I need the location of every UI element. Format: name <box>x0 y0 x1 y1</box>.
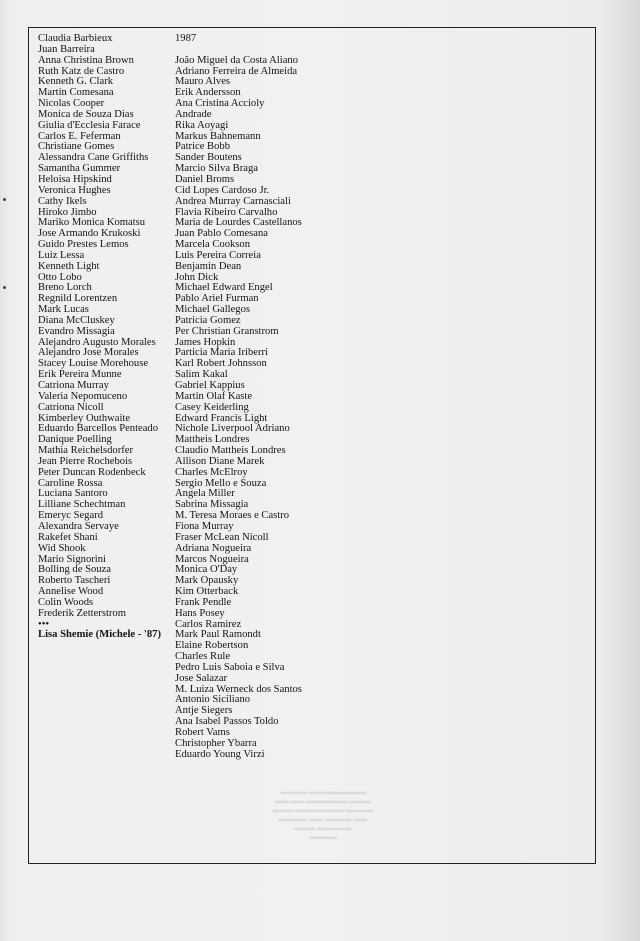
name-entry: Mark Lucas <box>38 304 89 316</box>
name-entry: Jean Pierre Rochebois <box>38 455 133 467</box>
name-entry: Luciana Santoro <box>38 488 108 500</box>
name-entry: Christopher Ybarra <box>175 737 257 749</box>
name-entry: Alexandra Servaye <box>38 520 119 532</box>
name-entry: Benjamin Dean <box>175 260 242 272</box>
name-entry: Alessandra Cane Griffiths <box>38 152 149 164</box>
name-entry: Edward Francis Light <box>175 412 268 424</box>
name-entry: Rakefet Shani <box>38 531 98 543</box>
name-entry: Gabriel Kappius <box>175 380 245 391</box>
name-entry: John Dick <box>175 271 219 283</box>
name-entry: Andrea Murray Carnasciali <box>175 195 291 207</box>
name-entry: Mattheis Londres <box>175 434 250 446</box>
name-entry: Pedro Luis Saboia e Silva <box>175 661 285 673</box>
name-entry: Mark Paul Ramondt <box>175 629 261 641</box>
name-entry: Jose Armando Krukoski <box>38 228 141 240</box>
margin-speck <box>3 286 6 289</box>
margin-speck <box>3 198 6 201</box>
name-entry: Hans Posey <box>175 607 225 619</box>
class-year-heading: 1987 <box>175 33 197 44</box>
name-entry: Rika Aoyagi <box>175 119 229 131</box>
name-entry: Particia Maria Iriberri <box>175 347 268 359</box>
name-entry: Frederik Zetterstrom <box>38 607 126 619</box>
name-entry: Adriano Ferreira de Almeida <box>175 65 298 77</box>
name-entry: Mariko Monica Komatsu <box>38 217 146 229</box>
section-separator: ••• <box>38 618 50 630</box>
name-entry: Daniel Broms <box>175 173 235 185</box>
name-entry: Fiona Murray <box>175 520 234 532</box>
name-entry: Charles Rule <box>175 651 231 663</box>
name-entry: Emeryc Segard <box>38 510 104 522</box>
name-entry: João Miguel da Costa Aliano <box>175 54 298 66</box>
name-entry: Markus Bahnemann <box>175 130 261 142</box>
name-entry: Carlos Ramirez <box>175 618 242 630</box>
name-entry: Evandro Missagia <box>38 325 115 337</box>
name-entry: Flavia Ribeiro Carvalho <box>175 206 278 218</box>
name-entry: Hiroko Jimbo <box>38 206 97 218</box>
name-entry: Jose Salazar <box>175 672 228 684</box>
name-entry: Bolling de Souza <box>38 564 111 576</box>
name-entry: James Hopkin <box>175 336 236 348</box>
name-entry: Eduardo Young Virzi <box>175 748 265 760</box>
name-entry: Roberto Tascheri <box>38 575 111 587</box>
name-entry: Patricia Gomez <box>175 314 241 326</box>
name-entry: Ana Cristina Accioly <box>175 98 265 110</box>
name-entry: M. Teresa Moraes e Castro <box>175 510 290 522</box>
bleed-through-text: ▬▬▬▬▬▬▬▬ ▬▬▬▬ ▬▬▬ ▬▬▬▬▬▬ ▬▬ ▬▬ ▬▬▬▬ ▬▬▬▬▬▬▬ ▬▬▬ ▬▬ ▬▬▬▬ ▬▬ ▬▬▬▬ ▬▬▬▬▬ ▬▬▬ ▬▬▬▬ <box>272 788 374 841</box>
name-entry: Ruth Katz de Castro <box>38 65 125 77</box>
name-entry: Antje Siegers <box>175 705 233 717</box>
memorial-entry: Lisa Shemie (Michele - '87) <box>38 629 161 641</box>
name-entry: Erik Pereira Munne <box>38 369 122 381</box>
name-entry: Nicolas Cooper <box>38 98 105 110</box>
name-entry: Per Christian Granstrom <box>175 325 279 337</box>
name-entry: Claudia Barbieux <box>38 33 113 44</box>
name-entry: Juan Pablo Comesana <box>175 228 268 240</box>
name-entry: Angela Miller <box>175 488 235 500</box>
name-entry: Alejandro Jose Morales <box>38 347 139 359</box>
name-entry: Kim Otterback <box>175 586 239 598</box>
name-entry: Giulia d'Ecclesia Farace <box>38 119 141 131</box>
name-entry: Elaine Robertson <box>175 640 249 652</box>
name-entry: Karl Robert Johnsson <box>175 358 267 370</box>
name-entry: Marcela Cookson <box>175 239 251 251</box>
name-entry: Valeria Nepomuceno <box>38 390 128 402</box>
name-entry: M. Luiza Werneck dos Santos <box>175 683 302 695</box>
name-entry: Heloisa Hipskind <box>38 173 112 185</box>
name-entry: Luiz Lessa <box>38 249 85 261</box>
name-entry: Marcio Silva Braga <box>175 163 258 175</box>
name-entry: Mathia Reichelsdorfer <box>38 445 134 457</box>
name-entry: Allison Diane Marek <box>175 455 265 467</box>
name-entry: Martin Comesana <box>38 87 114 99</box>
name-entry: Carlos E. Feferman <box>38 130 121 142</box>
name-entry: Mario Signorini <box>38 553 106 565</box>
name-entry: Eduardo Barcellos Penteado <box>38 423 159 435</box>
name-entry: Caroline Rossa <box>38 477 103 489</box>
name-entry: Lilliane Schechtman <box>38 499 126 511</box>
name-entry: Catriona Murray <box>38 380 109 391</box>
name-entry: Andrade <box>175 108 212 120</box>
name-entry: Pablo Ariel Furman <box>175 293 259 305</box>
name-entry: Christiane Gomes <box>38 141 115 153</box>
name-entry: Veronica Hughes <box>38 184 111 196</box>
name-entry: Guido Prestes Lemos <box>38 239 129 251</box>
name-entry: Martin Olaf Kaste <box>175 390 253 402</box>
name-entry: Sander Boutens <box>175 152 242 164</box>
name-entry: Kenneth G. Clark <box>38 76 114 88</box>
name-entry: Sergio Mello e Souza <box>175 477 267 489</box>
name-entry: Diana McCluskey <box>38 314 115 326</box>
left-name-list <box>38 34 161 641</box>
name-entry: Breno Lorch <box>38 282 92 294</box>
name-entry: Charles McElroy <box>175 466 248 478</box>
name-entry: Ana Isabel Passos Toldo <box>175 716 279 728</box>
name-entry: Monica de Souza Dias <box>38 108 134 120</box>
name-entry: Fraser McLean Nicoll <box>175 531 269 543</box>
name-entry: Maria de Lourdes Castellanos <box>175 217 302 229</box>
name-entry: Nichole Liverpool Adriano <box>175 423 290 435</box>
name-entry: Frank Pendle <box>175 596 232 608</box>
name-entry: Otto Lobo <box>38 271 82 283</box>
name-entry: Michael Gallegos <box>175 304 251 316</box>
name-entry: Claudio Mattheis Londres <box>175 445 286 457</box>
name-entry: Patrice Bobb <box>175 141 231 153</box>
name-entry: Michael Edward Engel <box>175 282 273 294</box>
name-entry: Monica O'Day <box>175 564 238 576</box>
name-entry: Alejandro Augusto Morales <box>38 336 156 348</box>
name-entry: Regnild Lorentzen <box>38 293 118 305</box>
right-name-list <box>175 34 302 761</box>
name-entry: Danique Poelling <box>38 434 112 446</box>
name-entry: Antonio Siciliano <box>175 694 251 706</box>
name-entry: Mauro Alves <box>175 76 231 88</box>
name-entry: Marcos Nogueira <box>175 553 249 565</box>
name-entry: Mark Opausky <box>175 575 239 587</box>
name-entry: Wid Shook <box>38 542 86 554</box>
name-entry: Colin Woods <box>38 596 94 608</box>
name-entry: Kenneth Light <box>38 260 100 272</box>
name-entry: Casey Keiderling <box>175 401 249 413</box>
name-entry: Adriana Nogueira <box>175 542 252 554</box>
name-entry: Cathy Ikels <box>38 195 87 207</box>
name-entry: Stacey Louise Morehouse <box>38 358 149 370</box>
name-entry: Erik Andersson <box>175 87 241 99</box>
name-entry: Samantha Gummer <box>38 163 121 175</box>
name-entry: Sabrina Missagia <box>175 499 249 511</box>
name-entry: Peter Duncan Rodenbeck <box>38 466 146 478</box>
name-entry: Annelise Wood <box>38 586 104 598</box>
name-entry: Anna Christina Brown <box>38 54 134 66</box>
name-entry: Catriona Nicoll <box>38 401 104 413</box>
name-entry: Kimberley Outhwaite <box>38 412 131 424</box>
name-entry: Salim Kakal <box>175 369 228 381</box>
name-entry: Juan Barreira <box>38 43 95 55</box>
name-entry: Cid Lopes Cardoso Jr. <box>175 184 270 196</box>
name-entry: Luis Pereira Correia <box>175 249 261 261</box>
name-entry: Robert Vams <box>175 727 230 738</box>
